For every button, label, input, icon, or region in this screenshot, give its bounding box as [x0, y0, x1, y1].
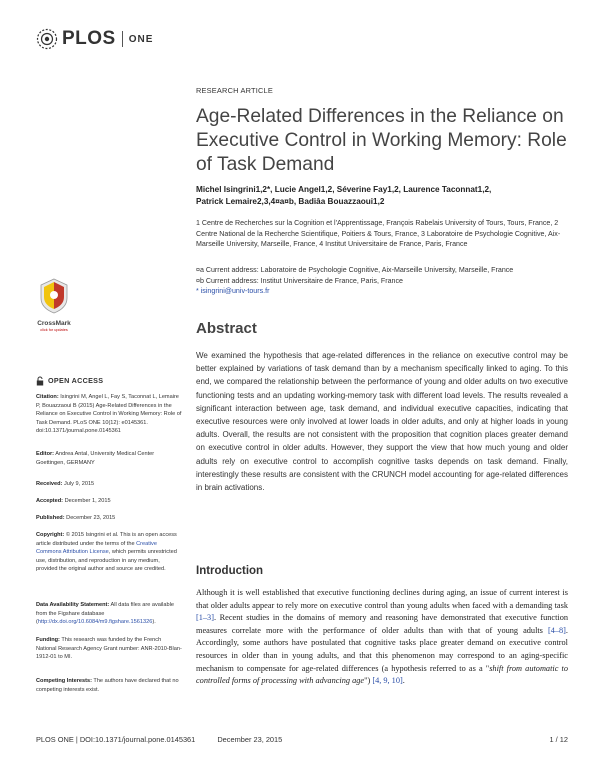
citation-link[interactable]: [1–3]: [196, 613, 214, 623]
received-date: July 9, 2015: [64, 481, 95, 487]
citation-link[interactable]: [4–8]: [547, 625, 566, 635]
affiliations: 1 Centre de Recherches sur la Cognition et l'Apprentissage, François Rabelais University of Tours, Tours, France, 2 Centre National de la Recherche Scientifique, Poitiers & Tours, France, 3 Laboratoire de Psychologie Cognitive, Aix-Marseille University, Marseille, France, 4 Institut Universitaire de France, Paris, France: [196, 219, 561, 249]
competing-interests-label: Competing Interests:: [36, 678, 92, 684]
author-line: Patrick Lemaire2,3,4¤a¤b, Badiâa Bouazzaoui1,2: [196, 197, 385, 206]
copyright-text: © 2015 Isingrini et al. This is an open access article distributed under the terms of the: [36, 532, 177, 547]
copyright-block: [36, 531, 182, 574]
published-label: Published:: [36, 515, 65, 521]
citation-text: Isingrini M, Angel L, Fay S, Taconnat L, Lemaire P, Bouazzaoui B (2015) Age-Related Differences in the Reliance on Executive Control in Working Memory: Role of Task Demand. PLoS ONE 10(12): e0145361. doi:10.1371/journal.pone.0145361: [36, 394, 182, 435]
logo-divider: [122, 31, 123, 47]
accepted-label: Accepted:: [36, 498, 64, 504]
received-label: Received:: [36, 481, 63, 487]
citation-block: [36, 393, 182, 436]
copyright-text-end: , which permits unrestricted use, distribution, and reproduction in any medium, provided the original author and source are credited.: [36, 549, 177, 573]
data-availability-label: Data Availability Statement:: [36, 602, 110, 608]
competing-interests-block: [36, 677, 182, 694]
abstract-heading: Abstract: [196, 320, 257, 337]
funding-text: This research was funded by the French National Research Agency Grant number: ANR-2010-Blan-1912-01 to MI.: [36, 637, 182, 661]
footer-journal-doi: PLOS ONE | DOI:10.1371/journal.pone.0145361: [36, 735, 196, 744]
corresponding-email[interactable]: * isingrini@univ-tours.fr: [196, 287, 270, 296]
received-block: [36, 480, 182, 489]
data-availability-text: All data files are available from the Figshare database (: [36, 602, 174, 626]
author-list: [196, 184, 568, 208]
crossmark-badge[interactable]: [28, 278, 80, 332]
intro-segment: Although it is well established that executive functioning declines during aging, an issue of current interest is that older adults appear to rely more on executive control than young adults when faced with a demanding task: [196, 588, 568, 610]
brand-name: PLOS: [62, 28, 116, 49]
intro-segment: "): [364, 676, 373, 686]
figshare-link[interactable]: http://dx.doi.org/10.6084/m9.figshare.1561326: [37, 619, 153, 626]
introduction-text: [196, 587, 568, 688]
data-availability-end: ).: [152, 619, 156, 626]
editor-text: Andrea Antal, University Medical Center Goettingen, GERMANY: [36, 451, 155, 466]
accepted-date: December 1, 2015: [64, 498, 111, 504]
current-addresses: [196, 265, 568, 297]
published-block: [36, 514, 182, 523]
editor-label: Editor:: [36, 451, 55, 457]
plos-logo-icon: [35, 27, 59, 51]
abstract-text: We examined the hypothesis that age-related differences in the reliance on executive control may be better explained by variations of task demand than by a mechanism specifically linked to aging. To this end, we compared the relationship between the performance of young and older adults on two executive functioning tests and an updating working-memory task with different load levels. The results revealed a significant interaction between age, task demand, and individual executive capacities, indicating that executive resources were only involved at lower loads in older adults, and only at higher loads in young adults. Overall, the results are not consistent with the proposition that cognition places greater demand on executive control in older adults. However, they support the view that how much young and older adults rely on executive control to accomplish cognitive tasks depends on task demand. Finally, interestingly these results are consistent with the CRUNCH model accounting for age-related differences in brain activations.: [196, 351, 568, 493]
published-date: December 23, 2015: [66, 515, 116, 521]
plos-one-logo[interactable]: [35, 26, 153, 52]
intro-segment: . Accordingly, some authors have postulated that cognitive tasks place greater demand on executive control resources in older than in young adults, and that this phenomenon may correspond to an aging-specific mechanism to compensate for age-related differences (a hypothesis referred to as a ": [196, 625, 568, 673]
author-line: Michel Isingrini1,2*, Lucie Angel1,2, Séverine Fay1,2, Laurence Taconnat1,2,: [196, 185, 492, 194]
crossmark-label: CrossMark: [37, 320, 71, 327]
footer-left: [36, 735, 550, 744]
citation-label: Citation:: [36, 394, 59, 400]
journal-name: ONE: [128, 33, 154, 45]
crossmark-sub: click for updates: [40, 328, 68, 332]
footer-date: December 23, 2015: [217, 735, 283, 744]
competing-interests-text: The authors have declared that no competing interests exist.: [36, 678, 179, 693]
page-number: 1 / 12: [549, 735, 568, 744]
intro-segment: . Recent studies in the domains of memory and reasoning have demonstrated that executive function measures correlate more with the performance of older adults than with that of young adults: [196, 613, 568, 635]
intro-segment: .: [402, 676, 405, 686]
current-address-a: ¤a Current address: Laboratoire de Psychologie Cognitive, Aix-Marseille University, Marseille, France: [196, 266, 514, 274]
article-title: Age-Related Differences in the Reliance on Executive Control in Working Memory: Role of Task Demand: [196, 106, 567, 175]
open-access: [36, 376, 182, 386]
accepted-block: [36, 497, 182, 506]
copyright-label: Copyright:: [36, 532, 65, 538]
funding-label: Funding:: [36, 637, 60, 643]
introduction-heading: Introduction: [196, 565, 264, 577]
crossmark-icon: [39, 278, 69, 314]
citation-link[interactable]: [4, 9, 10]: [372, 676, 403, 686]
page-footer: [36, 735, 568, 744]
open-access-label: OPEN ACCESS: [48, 375, 104, 385]
current-address-b: ¤b Current address: Institut Universitaire de France, Paris, France: [196, 276, 403, 285]
data-availability-block: [36, 601, 182, 627]
open-lock-icon: [36, 376, 44, 386]
editor-block: [36, 450, 182, 467]
funding-block: [36, 636, 182, 662]
article-type: RESEARCH ARTICLE: [196, 86, 273, 95]
intro-quote: shift from automatic to controlled forms of processing with advancing age: [196, 663, 568, 686]
license-link[interactable]: Creative Commons Attribution License: [36, 540, 157, 556]
